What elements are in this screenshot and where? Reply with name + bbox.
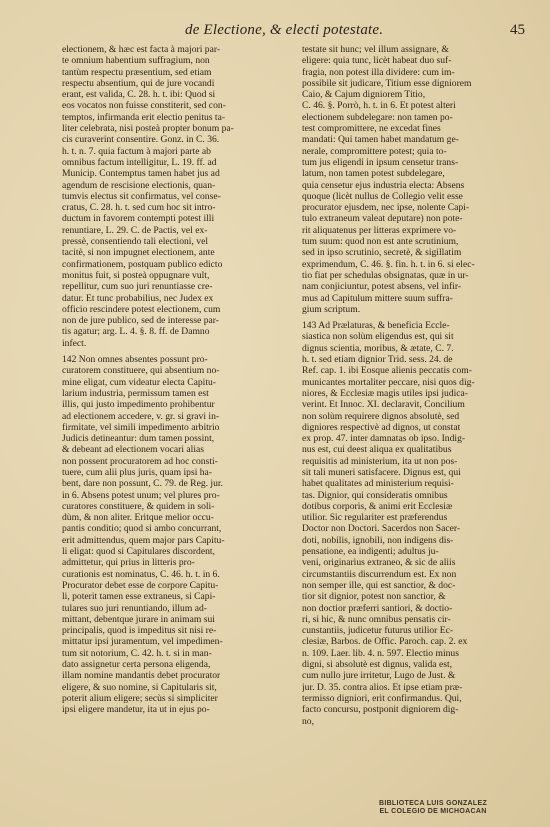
stamp-line: BIBLIOTECA LUIS GONZALEZ — [378, 800, 488, 807]
text-line: omnibus factum intelligitur, L. 19. ff. ad — [62, 156, 217, 168]
text-line: sit tali muneri satisfacere. Dignus est, qui — [302, 466, 461, 478]
text-line: rit aliquatenus per litteras exprimere vo- — [302, 224, 457, 236]
text-line: doti, nobilis, ignobili, non indigens dis- — [302, 534, 454, 546]
text-line: illis, qui justo impedimento prohibentur — [62, 399, 215, 411]
left-text-column — [62, 44, 294, 716]
text-line: mandati: Qui tamen habet mandatum ge- — [302, 134, 459, 146]
text-line: cratus, C. 28. h. t. sed cum hoc sit intro- — [62, 202, 216, 214]
text-line: testate sit hunc; vel illum assignare, & — [302, 44, 449, 55]
text-line: 142 Non omnes absentes possunt pro- — [62, 354, 208, 366]
text-line: digni, si absolutè est dignus, valida est, — [302, 659, 453, 671]
text-line: dignus scientia, moribus, & ætate, C. 7. — [302, 342, 454, 354]
text-line: mittant, debentque jurare in animam sui — [62, 613, 215, 625]
text-line: in 6. Absens potest unum; vel plures pro- — [62, 489, 220, 501]
text-line: Ref. cap. 1. ibi Eosque alienis peccatis com- — [302, 365, 472, 377]
text-line: agendum de rescisione electionis, quan- — [62, 179, 216, 191]
text-line: h. t. sed etiam dignior Trid. sess. 24. de — [302, 354, 453, 366]
text-line: principalis, quod is impeditus sit nisi re- — [62, 625, 217, 637]
text-line: facto concursu, postponit digniorem dig- — [302, 704, 459, 716]
library-stamp — [358, 800, 508, 816]
text-line: non solùm requirere dignos absolutè, sed — [302, 410, 460, 422]
text-line: pressè, consentiendo tali electioni, vel — [62, 236, 208, 248]
text-line: ri, si hic, & nunc omnibus pensatis cir- — [302, 613, 451, 625]
text-line: renuntiare, L. 29. C. de Pactis, vel ex- — [62, 224, 208, 236]
text-line: latum, non tamen potest subdelegare, — [302, 168, 445, 180]
text-line: repellitur, cum suo juri renuntiasse cre- — [62, 281, 213, 293]
text-line: curatorem constituere, qui absentium no- — [62, 365, 220, 377]
text-line: non possent procuratorem ad hoc consti- — [62, 455, 218, 467]
text-line: tuere, cum alii plus juris, quam ipsi ha- — [62, 466, 213, 478]
text-line: eligere, & suo nomine, si Capitularis sit, — [62, 681, 217, 693]
text-line: habet qualitates ad ministerium requisi- — [302, 478, 454, 490]
text-line: mine eligat, cum videatur electa Capitu- — [62, 376, 216, 388]
text-line: nerale, compromittere potest; quia to- — [302, 145, 447, 157]
text-line: veni, originarius extraneo, & sic de aliis — [302, 557, 456, 569]
text-line: tulares suo juri renuntiando, illum ad- — [62, 602, 207, 614]
text-line: Municip. Contemptus tamen habet jus ad — [62, 168, 220, 180]
text-line: requisitis ad ministerium, ita ut non pos- — [302, 455, 458, 467]
text-line: curatores constituere, & quidem in soli- — [62, 500, 215, 512]
text-line: electionem, & hæc est facta à majori par- — [62, 44, 221, 55]
text-line: li, poterit tamen esse extraneus, si Capi- — [62, 591, 216, 603]
text-line: exprimendum, C. 46. §. fin. h. t. in 6. si elec- — [302, 258, 475, 270]
text-line: quoque (licèt nullus de Collegio velit esse — [302, 190, 463, 202]
text-line: bent, dare non possunt, C. 79. de Reg. jur. — [62, 478, 223, 490]
text-line: eos vocatos non fuisse constiterit, sed con- — [62, 100, 226, 112]
text-line: fragia, non potest illa dividere: cum im- — [302, 66, 455, 78]
text-line: monitus fuit, si posteà oppugnare vult, — [62, 269, 210, 281]
text-line: illam nomine mandantis debet procurator — [62, 670, 221, 682]
text-line: confirmationem, postquam publico edicto — [62, 258, 223, 270]
text-line: datur. Et tunc probabilius, nec Judex ex — [62, 292, 214, 304]
text-line: verint. Et Innoc. XI. declaravit, Concilium — [302, 399, 465, 411]
text-line: curationis est nominatus, C. 46. h. t. in 6. — [62, 568, 220, 580]
text-line: te omnium habentium suffragium, non — [62, 55, 210, 67]
text-line: dùm, & non aliter. Eritque melior occu- — [62, 512, 214, 524]
page-number: 45 — [510, 22, 525, 38]
text-line: larium industria, permissum tamen est — [62, 387, 209, 399]
text-line: C. 46. §. Porrò, h. t. in 6. Et potest alteri — [302, 100, 456, 112]
text-line: test compromittere, ne excedat fines — [302, 123, 441, 135]
text-line: mittatur ipsi juramentum, vel impedimen- — [62, 636, 223, 648]
text-line: non doctior præferri santiori, & doctio- — [302, 602, 453, 614]
text-line: officio rescindere potest electionem, cum — [62, 303, 221, 315]
header-title: de Electione, & electi potestate. — [185, 22, 384, 38]
text-line: ductum in favorem contempti potest illi — [62, 213, 215, 225]
text-line: sed in ipso scrutinio, secretè, & sigillatim — [302, 247, 462, 259]
text-line: tulo extraneum valeat deputare) non pote- — [302, 213, 463, 225]
text-line: clesiæ, Barbos. de Offic. Paroch. cap. 2. ex — [302, 636, 468, 648]
text-line: liter celebrata, nisi posteà propter bonum pa- — [62, 123, 234, 135]
text-line: tumvis electus sit confirmatus, vel conse- — [62, 190, 221, 202]
text-line: municantes mortaliter peccare, nisi quos dig- — [302, 376, 475, 388]
text-line: tum sit notorium, C. 42. h. t. si in man- — [62, 647, 212, 659]
text-line: tantùm respectu præsentium, sed etiam — [62, 66, 212, 78]
text-line: n. 109. Laer. lib. 4. n. 597. Electio minus — [302, 647, 459, 659]
text-line: tio fiat per schedulas obsignatas, quæ in ur- — [302, 269, 469, 281]
text-line: firmitate, vel simili impedimento arbitrio — [62, 421, 220, 433]
text-line: jur. D. 35. contra alios. Et ipse etiam præ- — [302, 681, 463, 693]
text-line: Caio, & Cajum digniorem Titio, — [302, 89, 426, 101]
text-line: poterit alium eligere; secùs si simpliciter — [62, 692, 218, 704]
text-line: utilior. Sic regulariter est præferendus — [302, 512, 448, 524]
text-line: cis curaverint consentire. Gonz. in C. 36. — [62, 134, 220, 146]
right-text-column — [302, 44, 534, 727]
text-line: 143 Ad Prælaturas, & beneficia Eccle- — [302, 320, 450, 332]
text-line: pantis conditio; quod si ambo concurrant, — [62, 523, 222, 535]
text-line: tis agatur; arg. L. 4. §. 8. ff. de Damno — [62, 326, 210, 338]
text-line: non de jure publico, sed de interesse par- — [62, 315, 219, 327]
text-line: Doctor non Doctori. Sacerdos non Sacer- — [302, 523, 461, 535]
text-line: dato assignetur certa persona eligenda, — [62, 659, 211, 671]
text-line: admittetur, qui prius in litteris pro- — [62, 557, 195, 569]
text-line: tior sit dignior, potest non sanctior, & — [302, 591, 446, 603]
text-line: erant, est valida, C. 28. h. t. ibi: Quod si — [62, 89, 216, 101]
text-line: gium scriptum. — [302, 303, 361, 315]
text-line: h. t. n. 7. quia factum à majori parte ab — [62, 145, 211, 157]
text-line: tum suum: quod non est ante scrutinium, — [302, 236, 459, 248]
text-line: quia censetur ejus industria electa: Absens — [302, 179, 465, 191]
text-line: respectu absentium, qui de jure vocandi — [62, 77, 215, 89]
text-line: possibile sit judicare, Titium esse digniorem — [302, 77, 472, 89]
text-line: Procurator debet esse de corpore Capitu- — [62, 579, 219, 591]
text-line: procurator ejusdem, nec ipse, nolente Capi- — [302, 202, 470, 214]
text-line: ipsi eligere mandetur, ita ut in ejus po- — [62, 704, 210, 716]
text-line: tacitè, si non impugnet electionem, ante — [62, 247, 215, 259]
text-line: no, — [302, 715, 314, 727]
text-line: circumstantiis discurrendum est. Ex non — [302, 568, 457, 580]
text-line: nus est, cui deest aliqua ex qualitatibus — [302, 444, 452, 456]
text-line: eligere: quia tunc, licèt habeat duo suf- — [302, 55, 452, 67]
text-line: ad electionem accedere, v. gr. si gravi in- — [62, 410, 220, 422]
text-line: non semper ille, qui est sanctior, & doc- — [302, 579, 456, 591]
text-line: nam conjiciuntur, potest absens, vel infir- — [302, 281, 462, 293]
stamp-line: EL COLEGIO DE MICHOACAN — [379, 808, 487, 815]
text-line: cunstantiis, judicetur futurus utilior Ec- — [302, 625, 454, 637]
text-line: & debeant ad electionem vocari alias — [62, 444, 204, 456]
text-line: digniores respectivè ad dignos, ut constat — [302, 421, 461, 433]
text-line: ex prop. 47. inter damnatas ob ipso. Indig- — [302, 433, 466, 445]
running-header — [0, 22, 550, 42]
text-line: pensatione, ea indigenti; adultus ju- — [302, 546, 439, 558]
text-line: mus ad Capitulum mittere suum suffra- — [302, 292, 453, 304]
text-line: termisso digniori, erit confirmandus. Qui, — [302, 692, 462, 704]
text-line: temptos, infirmanda erit electio penitus ta- — [62, 111, 226, 123]
text-line: infect. — [62, 337, 87, 349]
text-line: cum nullo jure irritetur, Lugo de Just. & — [302, 670, 456, 682]
text-line: tas. Dignior, qui consideratis omnibus — [302, 489, 448, 501]
text-line: Judicis detineantur: dum tamen possint, — [62, 433, 215, 445]
text-line: li eligat: quod si Capitulares discordent, — [62, 546, 215, 558]
text-line: niores, & Ecclesiæ magis utiles ipsi judica- — [302, 387, 468, 399]
text-line: electionem subdelegare: non tamen po- — [302, 111, 453, 123]
text-line: siastica non solùm eligendus est, qui sit — [302, 331, 454, 343]
text-line: tum jus eligendi in ipsum censetur trans- — [302, 156, 459, 168]
text-line: erit admittendus, quem major pars Capitu- — [62, 534, 225, 546]
text-line: dotibus corporis, & animi erit Ecclesiæ — [302, 500, 453, 512]
